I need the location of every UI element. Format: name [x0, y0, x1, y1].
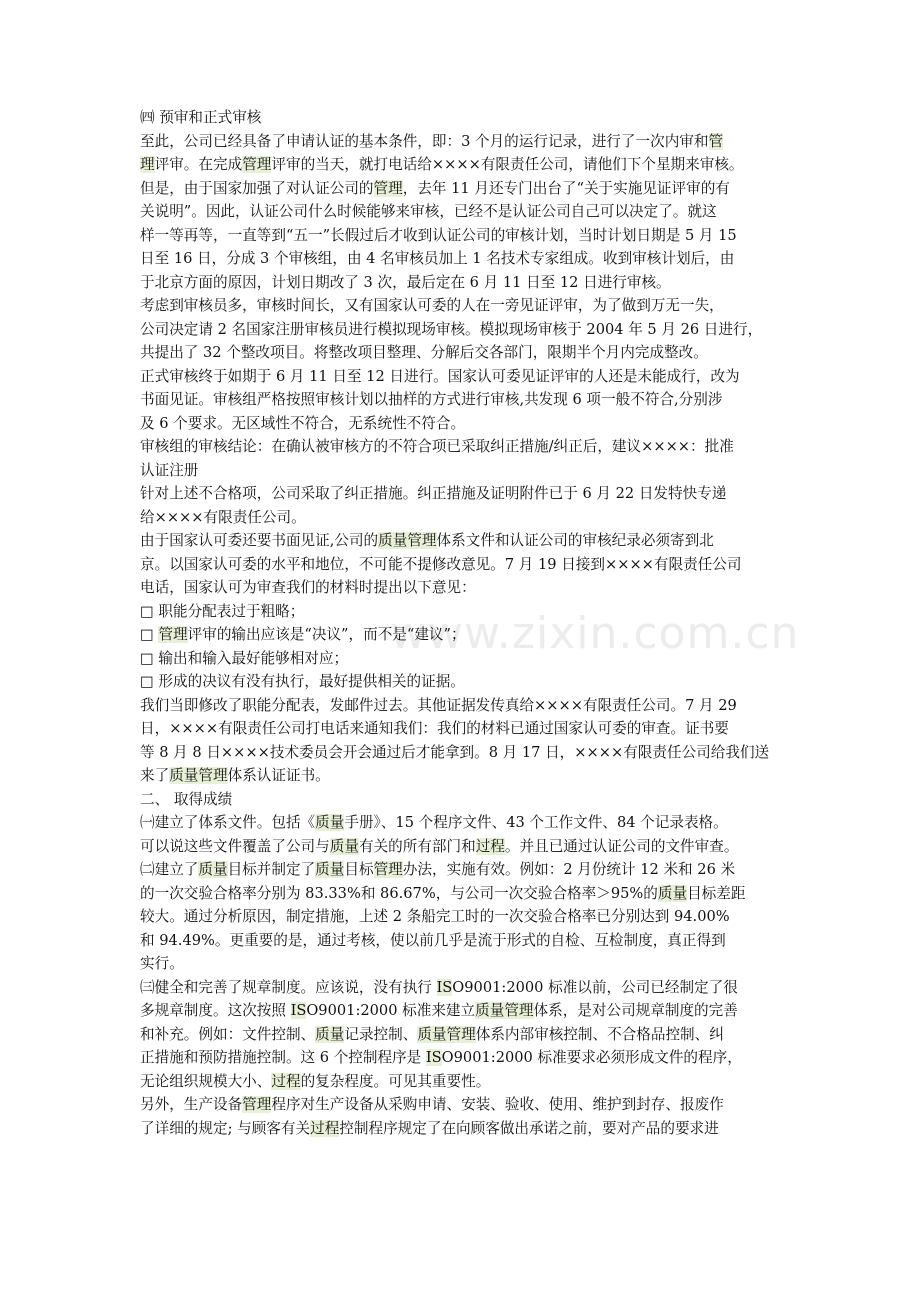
- text-segment: 记录控制、: [344, 1025, 418, 1043]
- text-segment: 无论组织规模大小、: [140, 1072, 272, 1090]
- text-line: [140, 952, 800, 976]
- text-line: [140, 858, 800, 882]
- highlighted-keyword: 质量: [198, 861, 228, 878]
- highlighted-keyword: 质量管理: [417, 1025, 476, 1043]
- highlighted-keyword: IS: [436, 978, 453, 996]
- text-line: [140, 388, 800, 412]
- text-segment: 我们当即修改了职能分配表，发邮件过去。其他证据发传真给××××有限责任公司。7 月 29: [140, 696, 737, 714]
- text-segment: 另外，生产设备: [140, 1096, 243, 1113]
- text-segment: 评审的输出应该是“决议”，而不是“建议”；: [187, 626, 466, 643]
- text-line: [140, 835, 800, 859]
- text-segment: ㈠建立了体系文件。包括《: [140, 814, 316, 831]
- text-line: [140, 576, 800, 600]
- text-segment: 于北京方面的原因，计划日期改了 3 次，最后定在 6 月 11 日至 12 日进行审核。: [140, 273, 671, 291]
- text-segment: 目标: [344, 861, 374, 878]
- text-segment: 控制程序规定了在向顾客做出承诺之前，要对产品的要求进: [339, 1119, 719, 1137]
- text-line: [140, 694, 800, 718]
- text-line: [140, 976, 800, 1000]
- highlighted-keyword: 质量管理: [169, 767, 228, 784]
- text-segment: O9001:2000 标准以前，公司已经制定了很: [452, 978, 738, 996]
- text-line: [140, 247, 800, 271]
- text-line: [140, 106, 800, 130]
- text-segment: 有关的所有部门和: [358, 837, 476, 855]
- highlighted-keyword: 过程: [310, 1119, 340, 1137]
- text-segment: 日，××××有限责任公司打电话来通知我们：我们的材料已通过国家认可委的审查。证书要: [140, 720, 729, 737]
- text-segment: 体系认证证书。: [227, 767, 330, 784]
- text-segment: 至此，公司已经具备了申请认证的基本条件，即：3 个月的运行记录，进行了一次内审和: [140, 132, 709, 150]
- text-segment: ㈡建立了: [140, 861, 199, 878]
- text-segment: 审核组的审核结论：在确认被审核方的不符合项已采取纠正措施/纠正后，建议××××：批准: [140, 438, 734, 455]
- highlighted-keyword: 质量: [329, 837, 359, 855]
- text-segment: 及 6 个要求。无区域性不符合，无系统性不符合。: [140, 414, 466, 432]
- text-segment: 实行。: [140, 955, 184, 972]
- text-line: [140, 600, 800, 624]
- text-line: [140, 741, 800, 765]
- document-body: [140, 106, 800, 1140]
- text-line: [140, 788, 800, 812]
- text-line: [140, 153, 800, 177]
- highlighted-keyword: 质量: [315, 1025, 345, 1043]
- highlighted-keyword: 理: [140, 156, 155, 173]
- text-line: [140, 412, 800, 436]
- text-line: [140, 506, 800, 530]
- text-segment: 电话，国家认可为审查我们的材料时提出以下意见：: [140, 579, 476, 596]
- text-segment: 等 8 月 8 日××××技术委员会开会通过后才能拿到。8 月 17 日，××××有限责任公司给我们送: [140, 743, 770, 761]
- text-segment: 目标并制定了: [227, 861, 316, 878]
- text-segment: 二、 取得成绩: [140, 790, 233, 808]
- text-segment: 可以说这些文件覆盖了公司与: [140, 837, 330, 855]
- text-segment: 样一等再等，一直等到“五一”长假过后才收到认证公司的审核计划，当时计划日期是 5 月 15: [140, 226, 737, 244]
- text-segment: 但是，由于国家加强了对认证公司的: [140, 179, 374, 197]
- text-segment: 认证注册: [140, 461, 199, 479]
- text-line: [140, 1093, 800, 1117]
- text-line: [140, 764, 800, 788]
- text-segment: ㈣ 预审和正式审核: [140, 109, 262, 126]
- text-segment: 日至 16 日，分成 3 个审核组，由 4 名审核员加上 1 名技术专家组成。收到审核计划后，由: [140, 250, 735, 267]
- text-segment: □ 形成的决议有没有执行，最好提供相关的证据。: [140, 673, 465, 690]
- text-segment: 程序对生产设备从采购申请、安装、验收、使用、维护到封存、报废作: [271, 1096, 724, 1113]
- text-line: [140, 482, 800, 506]
- text-line: [140, 647, 800, 671]
- text-segment: 书面见证。审核组严格按照审核计划以抽样的方式进行审核,共发现 6 项一般不符合,分别涉: [140, 391, 723, 408]
- text-line: [140, 553, 800, 577]
- text-segment: 较大。通过分析原因，制定措施，上述 2 条船完工时的一次交验合格率已分别达到 94.00%: [140, 908, 730, 925]
- text-segment: 给××××有限责任公司。: [140, 508, 306, 526]
- text-line: [140, 929, 800, 953]
- highlighted-keyword: 管理: [373, 179, 403, 197]
- text-segment: 评审。在完成: [154, 156, 243, 173]
- text-segment: 针对上述不合格项，公司采取了纠正措施。纠正措施及证明附件已于 6 月 22 日发特快专递: [140, 485, 727, 502]
- highlighted-keyword: 过程: [271, 1072, 301, 1090]
- text-line: [140, 905, 800, 929]
- text-segment: 评审的当天，就打电话给××××有限责任公司，请他们下个星期来审核。: [271, 156, 744, 173]
- text-line: [140, 623, 800, 647]
- text-segment: 的一次交验合格率分别为 83.33%和 86.67%，与公司一次交验合格率＞95%的: [140, 884, 658, 902]
- text-line: [140, 200, 800, 224]
- text-line: [140, 1070, 800, 1094]
- highlighted-keyword: IS: [290, 1002, 307, 1019]
- text-line: [140, 459, 800, 483]
- text-segment: 手册》、15 个程序文件、43 个工作文件、84 个记录表格。: [344, 814, 728, 831]
- text-segment: 共提出了 32 个整改项目。将整改项目整理、分解后交各部门，限期半个月内完成整改。: [140, 344, 708, 361]
- text-line: [140, 130, 800, 154]
- highlighted-keyword: 管: [708, 132, 724, 150]
- text-line: [140, 177, 800, 201]
- text-line: [140, 271, 800, 295]
- highlighted-keyword: 质量: [315, 814, 345, 831]
- text-line: [140, 882, 800, 906]
- highlighted-keyword: IS: [425, 1049, 442, 1066]
- text-line: [140, 1117, 800, 1141]
- text-segment: 由于国家认可委还要书面见证,公司的: [140, 532, 379, 549]
- text-line: [140, 999, 800, 1023]
- text-segment: 考虑到审核员多，审核时间长，又有国家认可委的人在一旁见证评审，为了做到万无一失，: [140, 297, 724, 314]
- text-line: [140, 717, 800, 741]
- text-line: [140, 435, 800, 459]
- text-line: [140, 318, 800, 342]
- highlighted-keyword: 管理: [242, 156, 272, 173]
- highlighted-keyword: 质量管理: [378, 532, 437, 549]
- text-segment: 目标差距: [687, 884, 746, 902]
- text-segment: □ 输出和输入最好能够相对应；: [140, 649, 349, 667]
- highlighted-keyword: 质量: [657, 884, 688, 902]
- watermark: www.zixin.com.cn: [390, 608, 800, 659]
- highlighted-keyword: 管理: [242, 1096, 272, 1113]
- text-segment: O9001:2000 标准要求必须形成文件的程序，: [441, 1049, 742, 1066]
- text-segment: 关说明”。因此，认证公司什么时候能够来审核，已经不是认证公司自己可以决定了。就这: [140, 203, 717, 220]
- text-line: [140, 811, 800, 835]
- text-segment: □ 职能分配表过于粗略；: [140, 602, 305, 620]
- text-line: [140, 365, 800, 389]
- text-segment: ㈢健全和完善了规章制度。应该说，没有执行: [140, 978, 437, 996]
- text-line: [140, 294, 800, 318]
- text-segment: 公司决定请 2 名国家注册审核员进行模拟现场审核。模拟现场审核于 2004 年 5 月 26 日进行，: [140, 320, 763, 338]
- text-segment: 来了: [140, 767, 170, 784]
- text-segment: 京。以国家认可委的水平和地位，不可能不提修改意见。7 月 19 日接到××××有限责任公司: [140, 555, 742, 573]
- text-line: [140, 1046, 800, 1070]
- text-segment: ，去年 11 月还专门出台了“关于实施见证评审的有: [402, 179, 730, 197]
- highlighted-keyword: 质量: [315, 861, 345, 878]
- text-segment: 。并且已通过认证公司的文件审查。: [504, 837, 739, 855]
- text-line: [140, 1023, 800, 1047]
- text-segment: 正式审核终于如期于 6 月 11 日至 12 日进行。国家认可委见证评审的人还是未能成行，改为: [140, 367, 740, 385]
- text-segment: 体系，是对公司规章制度的完善: [533, 1002, 738, 1019]
- text-line: [140, 529, 800, 553]
- text-segment: □: [140, 626, 159, 643]
- text-segment: 了详细的规定; 与顾客有关: [140, 1119, 311, 1137]
- text-segment: 多规章制度。这次按照: [140, 1002, 291, 1019]
- text-line: [140, 341, 800, 365]
- text-segment: 体系文件和认证公司的审核纪录必须寄到北: [436, 532, 714, 549]
- text-segment: O9001:2000 标准来建立: [306, 1002, 476, 1019]
- text-segment: 办法，实施有效。例如：2 月份统计 12 米和 26 米: [402, 861, 736, 878]
- highlighted-keyword: 管理: [373, 861, 403, 878]
- text-line: [140, 224, 800, 248]
- highlighted-keyword: 管理: [158, 626, 188, 643]
- text-segment: 体系内部审核控制、不合格品控制、纠: [475, 1025, 724, 1043]
- text-segment: 和补充。例如：文件控制、: [140, 1025, 316, 1043]
- text-segment: 的复杂程度。可见其重要性。: [300, 1072, 491, 1090]
- text-line: [140, 670, 800, 694]
- highlighted-keyword: 质量管理: [475, 1002, 534, 1019]
- text-segment: 正措施和预防措施控制。这 6 个控制程序是: [140, 1049, 426, 1066]
- highlighted-keyword: 过程: [475, 837, 505, 855]
- text-segment: 和 94.49%。更重要的是，通过考核，使以前几乎是流于形式的自检、互检制度，真正得到: [140, 931, 726, 949]
